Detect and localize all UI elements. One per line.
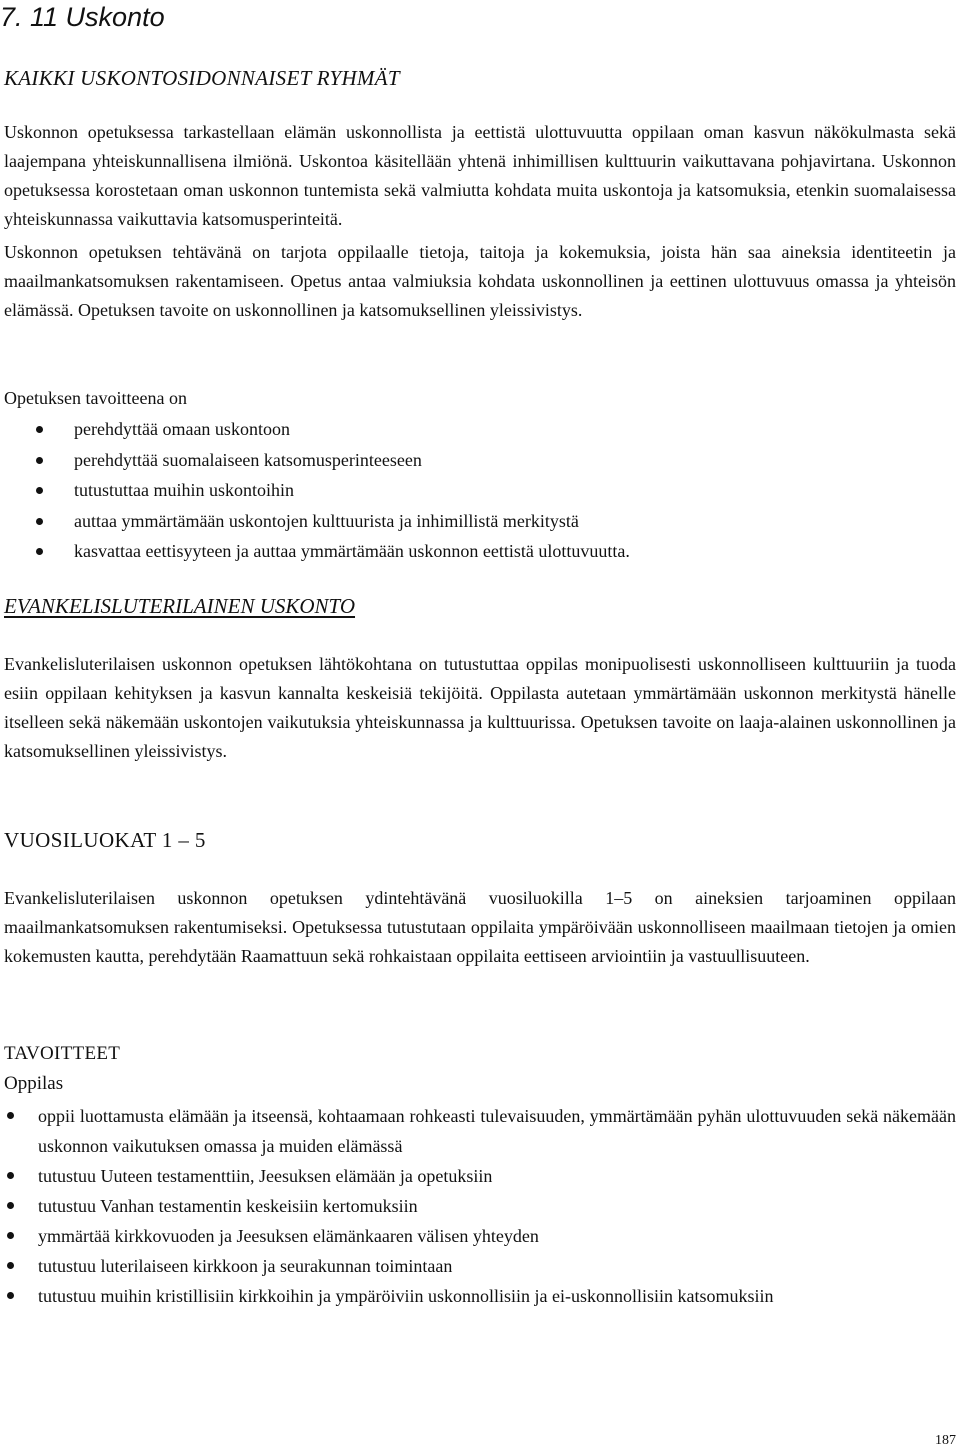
bullet-icon [36,548,43,555]
goals-intro: Opetuksen tavoitteena on [4,388,187,408]
list-item-text: perehdyttää suomalaiseen katsomusperinteeseen [74,449,422,470]
bullet-icon [36,518,43,525]
bullet-icon [7,1232,14,1239]
bullet-icon [7,1112,14,1119]
list-item-text: oppii luottamusta elämään ja itseensä, kohtaamaan rohkeasti tulevaisuuden, ymmärtämään pyhän ulottuvuuden sekä näkemään uskonnon vaikutuksen omassa ja muiden elämässä [38,1106,956,1156]
section-heading-all-groups: KAIKKI USKONTOSIDONNAISET RYHMÄT [4,66,400,90]
list-item [0,475,956,506]
list-item [0,506,956,537]
objectives-heading: TAVOITTEET [4,1043,121,1064]
list-item-text: tutustuu muihin kristillisiin kirkkoihin ja ympäröiviin uskonnollisiin ja ei-uskonnollisiin katsomuksiin [38,1286,774,1306]
task-paragraph: Uskonnon opetuksen tehtävänä on tarjota oppilaalle tietoja, taitoja ja kokemuksia, joista hän saa aineksia identiteetin ja maailmankatsomuksen rakentamiseen. Opetus antaa valmiuksia kohdata uskonnollinen ja eettinen ulottuvuus omassa ja yhteisön elämässä. Opetuksen tavoite on uskonnollinen ja katsomuksellinen yleissivistys. [4,242,956,320]
bullet-icon [7,1292,14,1299]
goals-list [0,414,956,567]
section-heading-grades: VUOSILUOKAT 1 – 5 [4,828,206,852]
list-item [0,1251,956,1281]
list-item [0,1191,956,1221]
bullet-icon [7,1262,14,1269]
list-item-text: tutustuu Vanhan testamentin keskeisiin kertomuksiin [38,1196,418,1216]
list-item-text: perehdyttää omaan uskontoon [74,419,290,439]
bullet-icon [36,426,43,433]
list-item [0,445,956,476]
list-item-text: kasvattaa eettisyyteen ja auttaa ymmärtämään uskonnon eettistä ulottuvuutta. [74,541,630,561]
intro-paragraph: Uskonnon opetuksessa tarkastellaan elämän uskonnollista ja eettistä ulottuvuutta oppilaan oman kasvun näkökulmasta sekä laajempana yhteiskunnallisena ilmiönä. Uskontoa käsitellään yhtenä inhimillisen kulttuurin vaikuttavana pohjavirtana. Uskonnon opetuksessa korostetaan oman uskonnon tuntemista sekä valmiutta kohdata muita uskontoja ja katsomuksia, etenkin suomalaisessa yhteiskunnassa vaikuttavia katsomusperinteitä. [4,122,956,229]
objectives-subject: Oppilas [4,1073,64,1094]
bullet-icon [36,457,43,464]
objectives-list [0,1101,956,1311]
bullet-icon [7,1172,14,1179]
bullet-icon [7,1202,14,1209]
section-heading-lutheran: EVANKELISLUTERILAINEN USKONTO [4,594,356,618]
list-item [0,536,956,567]
list-item [0,414,956,445]
page-number: 187 [935,1433,956,1448]
list-item-text: tutustuttaa muihin uskontoihin [74,480,294,500]
list-item-text: ymmärtää kirkkovuoden ja Jeesuksen elämänkaaren välisen yhteyden [38,1226,539,1246]
grades-paragraph: Evankelisluterilaisen uskonnon opetuksen ydintehtävänä vuosiluokilla 1–5 on aineksien tarjoaminen oppilaan maailmankatsomuksen rakentumiseksi. Opetuksessa tutustutaan oppilaita ympäröivään uskonnolliseen maailmaan tietojen ja omien kokemusten kautta, perehdytään Raamattuun sekä rohkaistaan oppilaita eettiseen arviointiin ja vastuullisuuteen. [4,888,956,966]
list-item [0,1101,956,1161]
lutheran-paragraph: Evankelisluterilaisen uskonnon opetuksen lähtökohtana on tutustuttaa oppilas monipuolisesti uskonnolliseen kulttuuriin ja tuoda esiin oppilaan kehityksen ja kasvun kannalta keskeisiä tekijöitä. Oppilasta autetaan ymmärtämään uskonnon merkitystä hänelle itselleen sekä näkemään uskontojen vaikutuksia yhteiskunnassa ja kulttuurissa. Opetuksen tavoite on laaja-alainen uskonnollinen ja katsomuksellinen yleissivistys. [4,654,956,761]
list-item [0,1281,956,1311]
list-item-text: tutustuu Uuteen testamenttiin, Jeesuksen elämään ja opetuksiin [38,1166,493,1186]
list-item [0,1161,956,1191]
chapter-title: 7. 11 Uskonto [0,2,165,32]
bullet-icon [36,487,43,494]
list-item-text: tutustuu luterilaiseen kirkkoon ja seurakunnan toimintaan [38,1256,453,1276]
list-item-text: auttaa ymmärtämään uskontojen kulttuurista ja inhimillistä merkitystä [74,510,579,531]
list-item [0,1221,956,1251]
